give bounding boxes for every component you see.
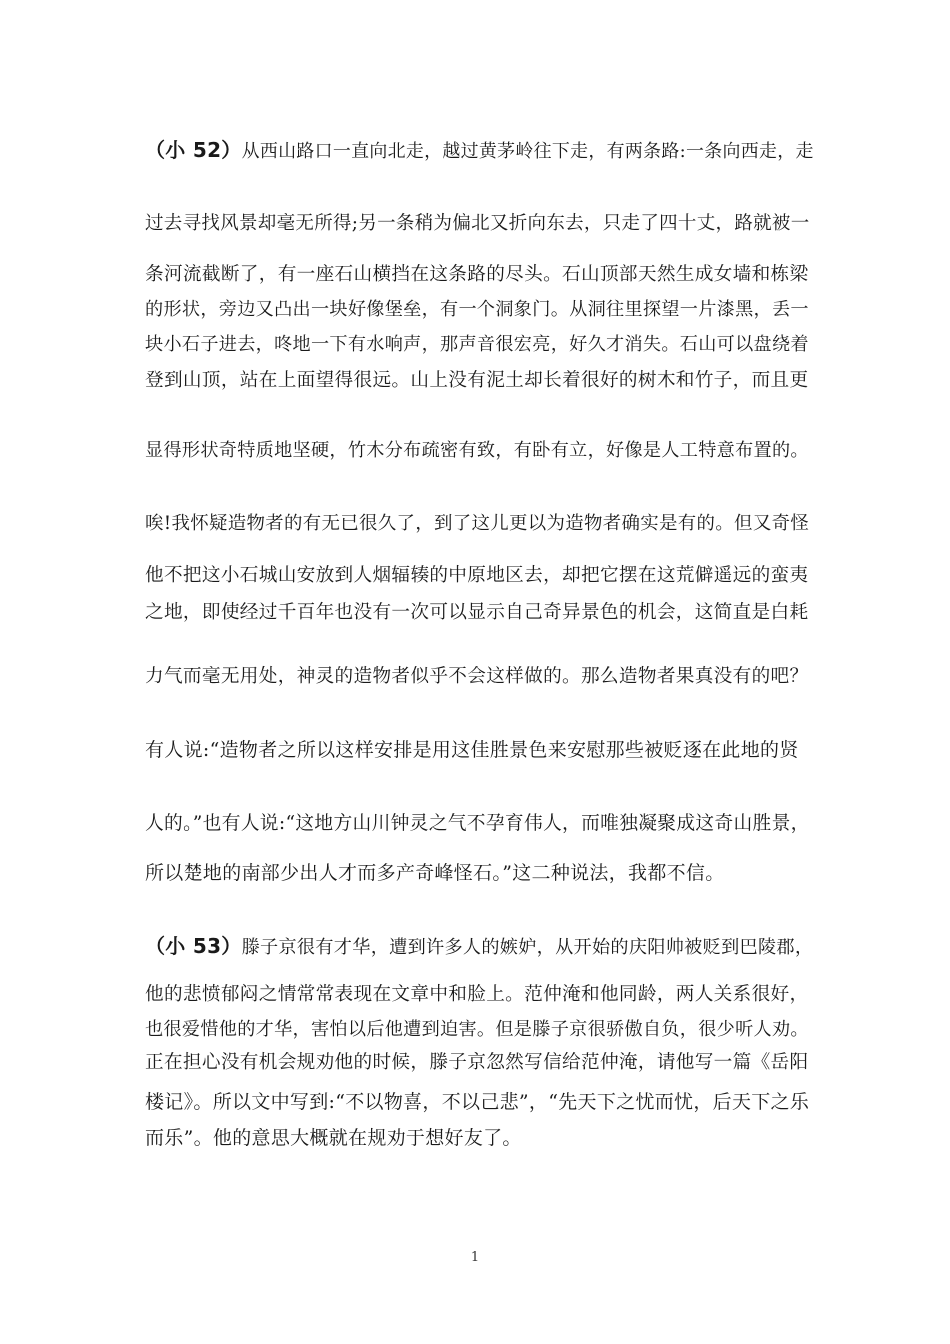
q52-line-13: 人的。”也有人说:“这地方山川钟灵之气不孕育伟人，而唯独凝聚成这奇山胜景， xyxy=(145,813,810,834)
q52-line-11: 力气而毫无用处，神灵的造物者似乎不会这样做的。那么造物者果真没有的吧？ xyxy=(145,666,809,687)
q52-line-3: 条河流截断了，有一座石山横挡在这条路的尽头。石山顶部天然生成女墙和栋梁 xyxy=(145,264,809,285)
q52-line-1 xyxy=(145,138,814,164)
q53-line-1 xyxy=(145,934,813,960)
q53-text: 滕子京很有才华，遭到许多人的嫉妒，从开始的庆阳帅被贬到巴陵郡， xyxy=(241,937,814,958)
page-number: 1 xyxy=(470,1250,480,1265)
q52-line-12: 有人说:“造物者之所以这样安排是用这佳胜景色来安慰那些被贬逐在此地的贤 xyxy=(145,739,799,761)
q52-line-2: 过去寻找风景却毫无所得;另一条稍为偏北又折向东去，只走了四十丈，路就被一 xyxy=(145,213,810,234)
q52-line-4: 的形状，旁边又凸出一块好像堡垒，有一个洞象门。从洞往里探望一片漆黑，丢一 xyxy=(145,299,809,320)
q52-line-5: 块小石子进去，咚地一下有水响声，那声音很宏亮，好久才消失。石山可以盘绕着 xyxy=(145,334,809,355)
q52-line-10: 之地，即使经过千百年也没有一次可以显示自己奇异景色的机会，这简直是白耗 xyxy=(145,602,809,623)
q53-line-3: 也很爱惜他的才华，害怕以后他遭到迫害。但是滕子京很骄傲自负，很少听人劝。 xyxy=(145,1019,809,1040)
q52-line-6: 登到山顶，站在上面望得很远。山上没有泥土却长着很好的树木和竹子，而且更 xyxy=(145,370,809,391)
q52-line-7: 显得形状奇特质地坚硬，竹木分布疏密有致，有卧有立，好像是人工特意布置的。 xyxy=(145,440,809,461)
q52-label: （小 52） xyxy=(145,138,242,162)
q53-line-5: 楼记》。所以文中写到:“不以物喜，不以己悲”，“先天下之忧而忧，后天下之乐 xyxy=(145,1091,810,1113)
q53-line-6: 而乐”。他的意思大概就在规劝于想好友了。 xyxy=(145,1127,522,1149)
q52-line-8: 唉!我怀疑造物者的有无已很久了，到了这儿更以为造物者确实是有的。但又奇怪 xyxy=(145,513,810,534)
q52-text: 从西山路口一直向北走，越过黄茅岭往下走，有两条路:一条向西走，走 xyxy=(241,141,814,162)
q53-line-2: 他的悲愤郁闷之情常常表现在文章中和脸上。范仲淹和他同龄，两人关系很好， xyxy=(145,984,809,1005)
q53-line-4: 正在担心没有机会规劝他的时候，滕子京忽然写信给范仲淹，请他写一篇《岳阳 xyxy=(145,1052,809,1073)
q53-label: （小 53） xyxy=(145,934,242,958)
q52-line-9: 他不把这小石城山安放到人烟辐辏的中原地区去，却把它摆在这荒僻遥远的蛮夷 xyxy=(145,565,809,586)
q52-line-14: 所以楚地的南部少出人才而多产奇峰怪石。”这二种说法，我都不信。 xyxy=(145,862,725,884)
